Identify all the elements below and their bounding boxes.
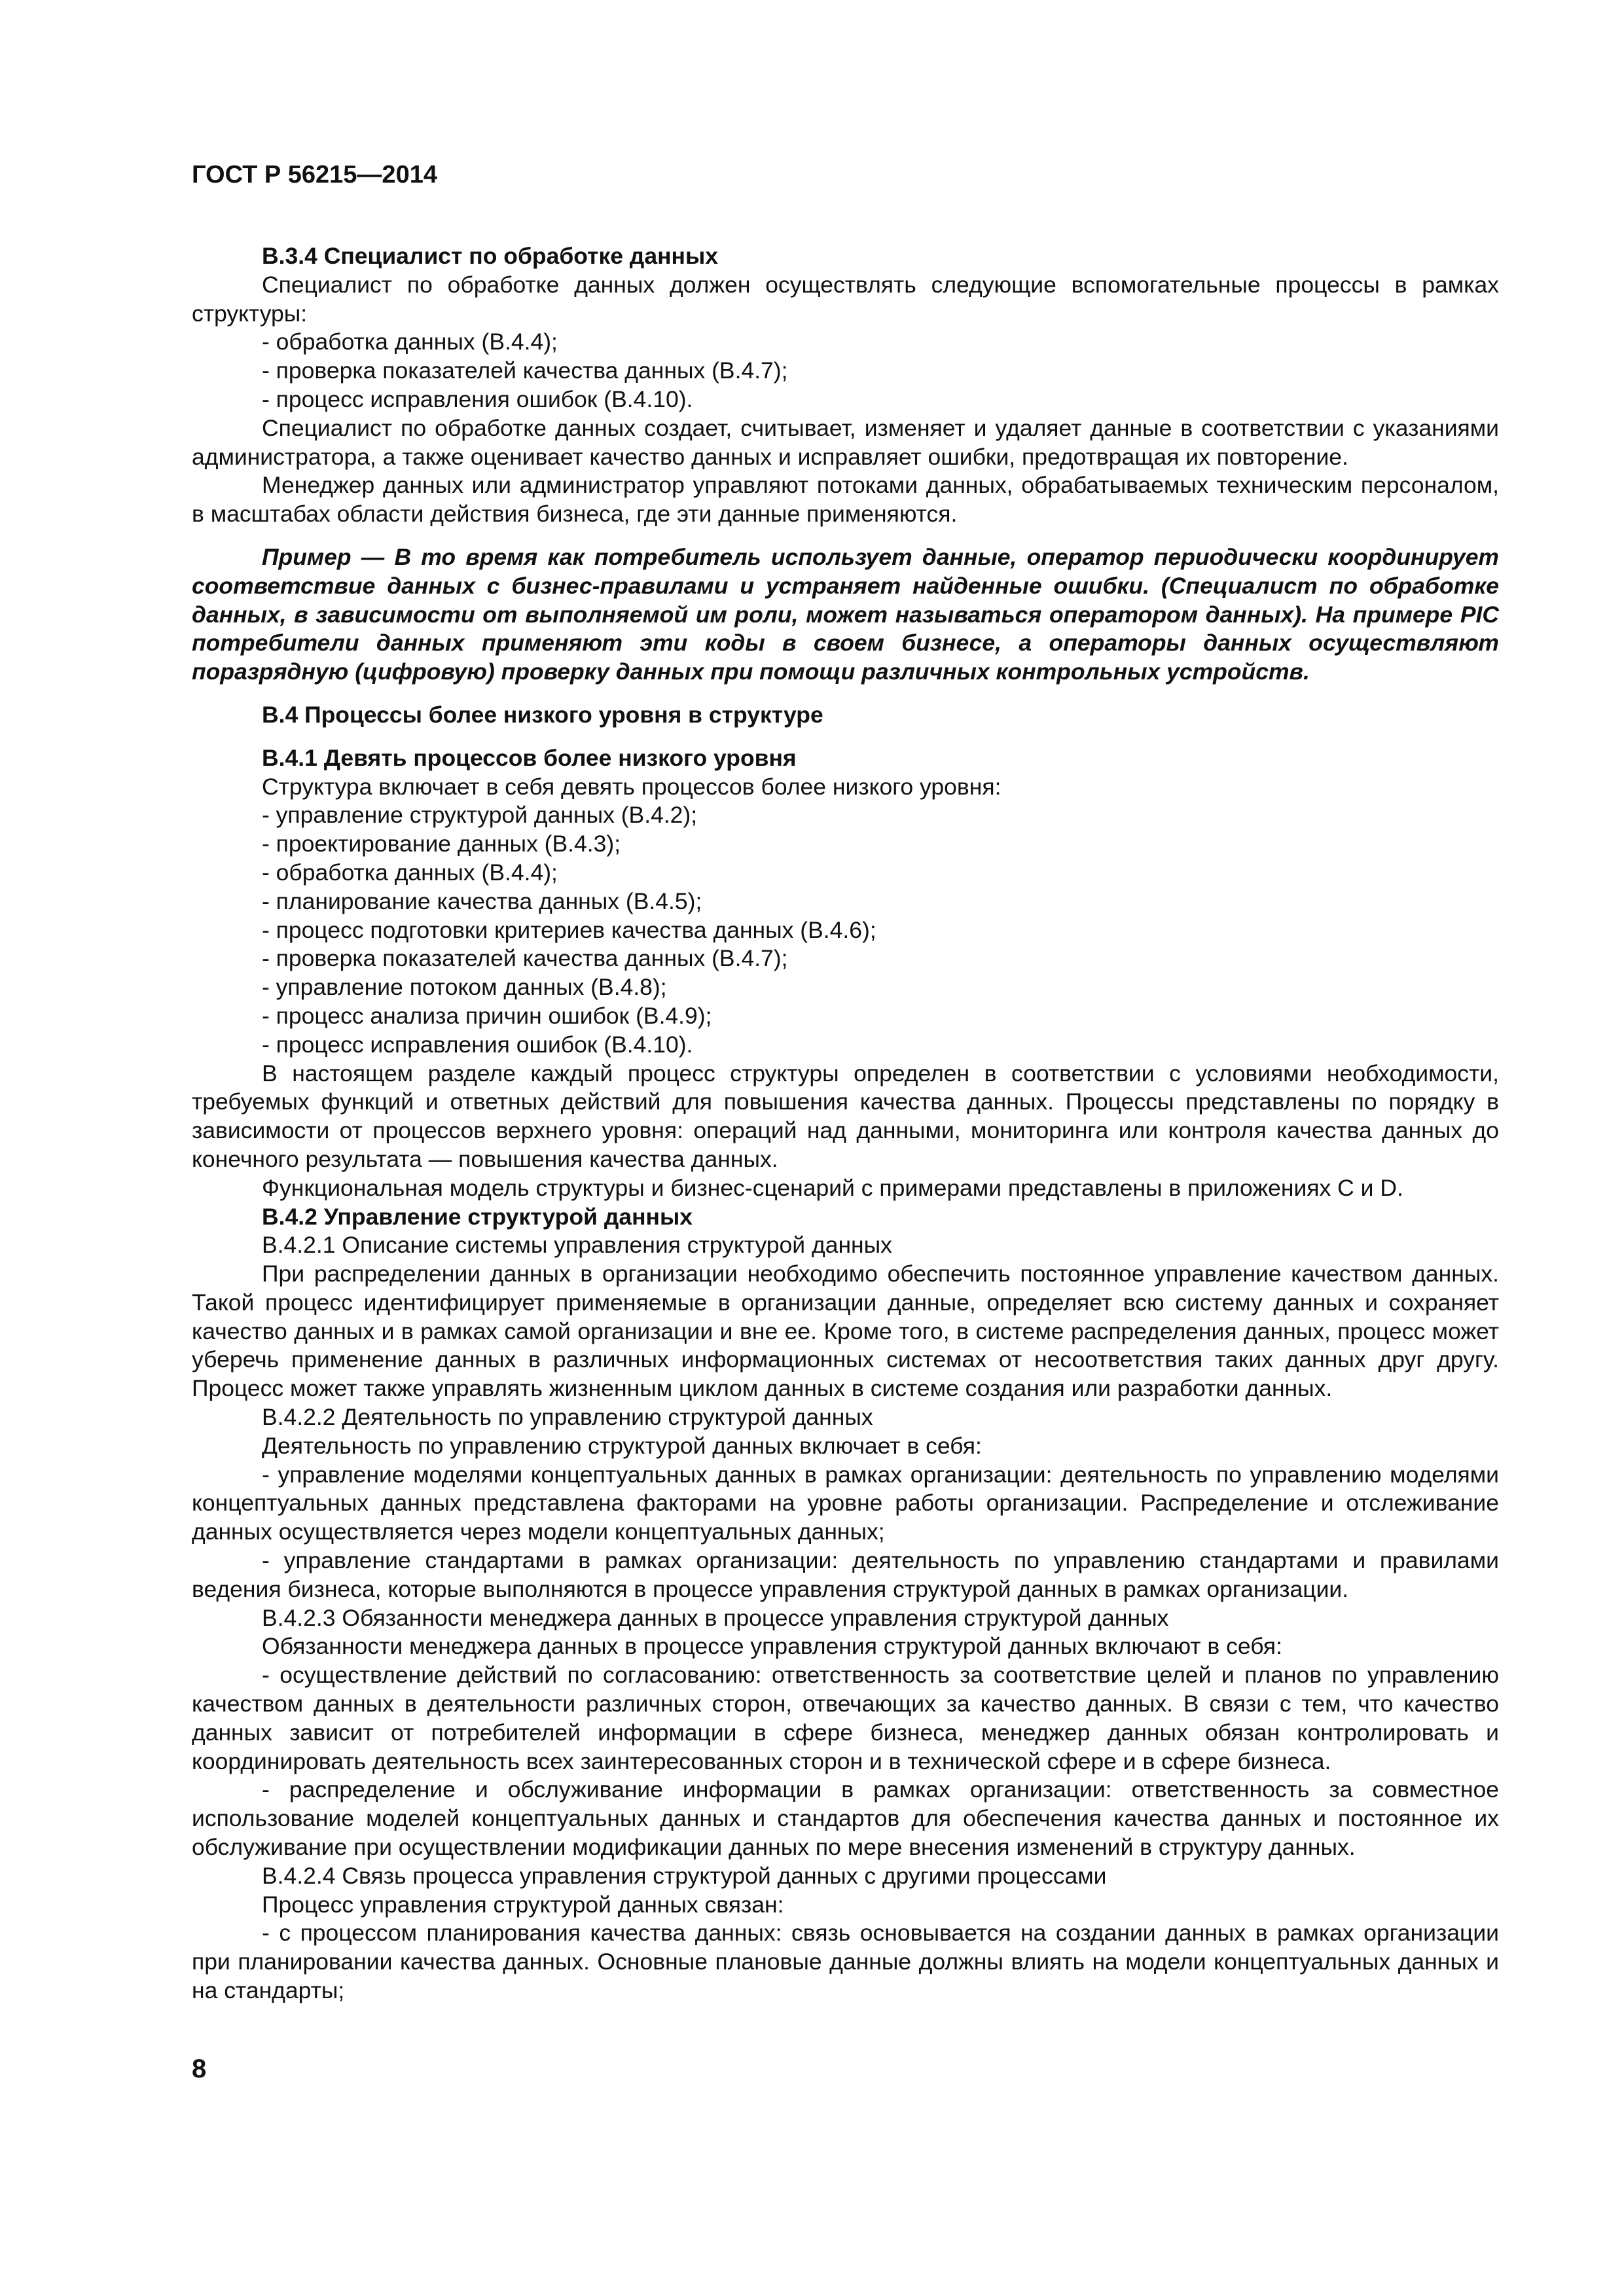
paragraph: Структура включает в себя девять процессов более низкого уровня: <box>262 773 1001 800</box>
section-heading-b41: В.4.1 Девять процессов более низкого уровня <box>262 744 797 771</box>
list-item: - процесс исправления ошибок (В.4.10). <box>262 1031 693 1058</box>
paragraph: При распределении данных в организации необходимо обеспечить постоянное управление качеством данных. Такой процесс идентифицирует применяемые в организации данные, определяет всю систему данных и сохраняет качество данных и в рамках самой организации и вне ее. Кроме того, в системе распределения данных, процесс может уберечь применение данных в различных информационных системах от несоответствия таких данных друг другу. Процесс может также управлять жизненным циклом данных в системе создания или разработки данных. <box>192 1261 1499 1402</box>
list-item: - процесс подготовки критериев качества данных (В.4.6); <box>262 916 876 943</box>
section-heading-b4: В.4 Процессы более низкого уровня в структуре <box>262 701 823 728</box>
page-content <box>192 228 1499 2005</box>
list-item: - осуществление действий по согласованию: ответственность за соответствие целей и планов по управлению качеством данных в деятельности различных сторон, отвечающих за качество данных. В связи с тем, что качество данных зависит от потребителей информации в сфере бизнеса, менеджер данных обязан контролировать и координировать деятельность всех заинтересованных сторон и в технической сфере и в сфере бизнеса. <box>192 1662 1499 1774</box>
list-item: - распределение и обслуживание информации в рамках организации: ответственность за совместное использование моделей концептуальных данных и стандартов для обеспечения качества данных и постоянное их обслуживание при осуществлении модификации данных по мере внесения изменений в структуру данных. <box>192 1776 1499 1861</box>
paragraph: В настоящем разделе каждый процесс структуры определен в соответствии с условиями необходимости, требуемых функций и ответных действий для повышения качества данных. Процессы представлены по порядку в зависимости от процессов верхнего уровня: операций над данными, мониторинга или контроля качества данных до конечного результата — повышения качества данных. <box>192 1060 1499 1172</box>
paragraph: Обязанности менеджера данных в процессе управления структурой данных включают в себя: <box>262 1633 1282 1660</box>
list-item: - проектирование данных (В.4.3); <box>262 831 621 857</box>
list-item: - обработка данных (В.4.4); <box>262 859 558 886</box>
list-item: - управление потоком данных (В.4.8); <box>262 974 667 1001</box>
page-header: ГОСТ Р 56215—2014 <box>192 161 437 188</box>
list-item: - обработка данных (В.4.4); <box>262 329 558 355</box>
subsection-title: В.4.2.2 Деятельность по управлению структурой данных <box>262 1404 873 1431</box>
paragraph: Специалист по обработке данных создает, считывает, изменяет и удаляет данные в соответствии с указаниями администратора, а также оценивает качество данных и исправляет ошибки, предотвращая их повторение. <box>192 414 1499 470</box>
subsection-title: В.4.2.1 Описание системы управления структурой данных <box>262 1232 892 1259</box>
list-item: - управление структурой данных (В.4.2); <box>262 802 698 829</box>
paragraph: Процесс управления структурой данных связан: <box>262 1891 784 1918</box>
section-heading-b34: В.3.4 Специалист по обработке данных <box>262 243 719 269</box>
list-item: - процесс анализа причин ошибок (В.4.9); <box>262 1002 712 1029</box>
list-item: - управление стандартами в рамках организации: деятельность по управлению стандартами и правилами ведения бизнеса, которые выполняются в процессе управления структурой данных в рамках организации. <box>192 1547 1499 1602</box>
example-note: Пример — В то время как потребитель использует данные, оператор периодически координирует соответствие данных с бизнес-правилами и устраняет найденные ошибки. (Специалист по обработке данных, в зависимости от выполняемой им роли, может называться оператором данных). На примере PIC потребители данных применяют эти коды в своем бизнесе, а операторы данных осуществляют поразрядную (цифровую) проверку данных при помощи различных контрольных устройств. <box>192 543 1499 685</box>
list-item: - проверка показателей качества данных (В.4.7); <box>262 945 788 972</box>
paragraph: Специалист по обработке данных должен осуществлять следующие вспомогательные процессы в рамках структуры: <box>192 271 1499 327</box>
page-number: 8 <box>192 2054 207 2083</box>
list-item: - процесс исправления ошибок (В.4.10). <box>262 386 693 412</box>
subsection-title: В.4.2.4 Связь процесса управления структурой данных с другими процессами <box>262 1862 1107 1889</box>
list-item: - с процессом планирования качества данных: связь основывается на создании данных в рамках организации при планировании качества данных. Основные плановые данные должны влиять на модели концептуальных данных и на стандарты; <box>192 1920 1499 2004</box>
paragraph: Деятельность по управлению структурой данных включает в себя: <box>262 1432 982 1459</box>
list-item: - управление моделями концептуальных данных в рамках организации: деятельность по управлению моделями концептуальных данных представлена факторами на уровне работы организации. Распределение и отслеживание данных осуществляется через модели концептуальных данных; <box>192 1461 1499 1545</box>
section-heading-b42: В.4.2 Управление структурой данных <box>262 1203 693 1230</box>
list-item: - планирование качества данных (В.4.5); <box>262 888 702 914</box>
subsection-title: В.4.2.3 Обязанности менеджера данных в процессе управления структурой данных <box>262 1604 1169 1631</box>
list-item: - проверка показателей качества данных (В.4.7); <box>262 357 788 384</box>
paragraph: Функциональная модель структуры и бизнес-сценарий с примерами представлены в приложениях С и D. <box>262 1174 1403 1201</box>
paragraph: Менеджер данных или администратор управляют потоками данных, обрабатываемых техническим персоналом, в масштабах области действия бизнеса, где эти данные применяются. <box>192 472 1499 528</box>
